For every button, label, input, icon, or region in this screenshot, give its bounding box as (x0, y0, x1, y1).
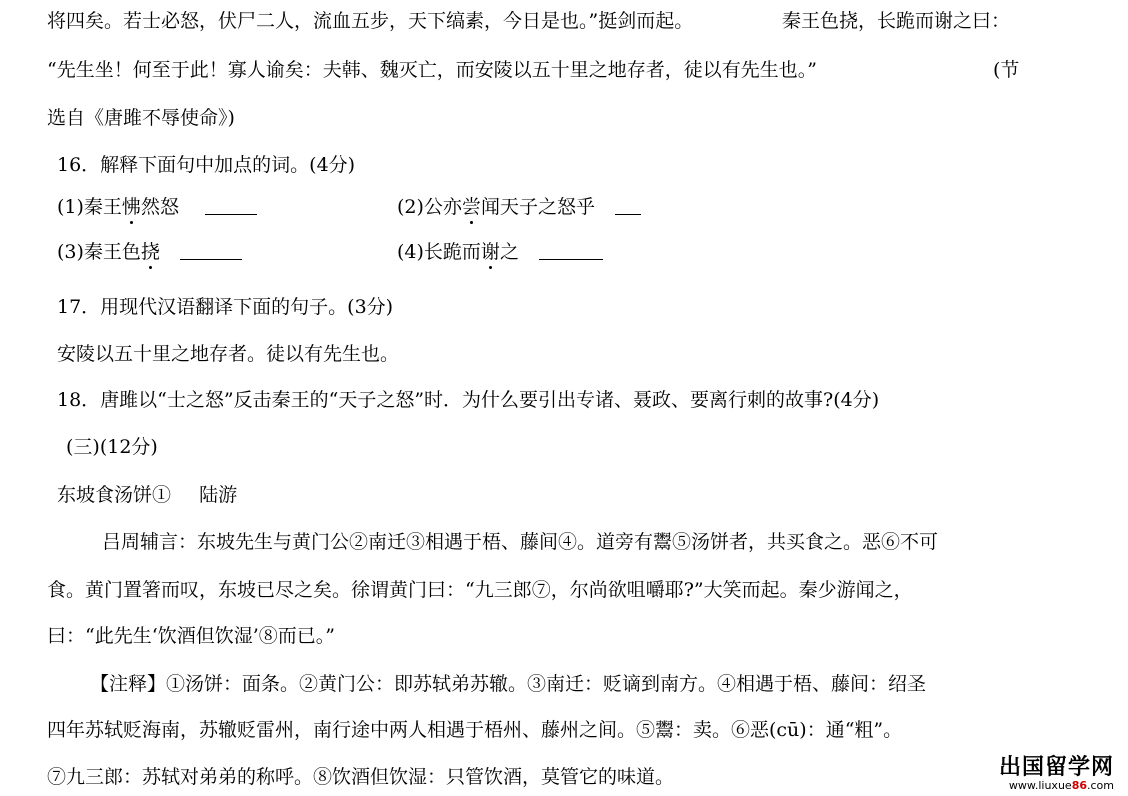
notes-line-1: 【注释】①汤饼：面条。②黄门公：即苏轼弟苏辙。③南迁：贬谪到南方。④相遇于梧、藤间：绍圣 (90, 673, 927, 695)
question-16-item-1 (57, 195, 257, 219)
item-2-prefix: (2)公亦 (397, 196, 462, 218)
question-17-sentence: 安陵以五十里之地存者。徒以有先生也。 (57, 343, 400, 365)
question-16-item-2 (397, 195, 641, 219)
item-1-prefix: (1)秦王 (57, 196, 122, 218)
item-2-dotted-word: 尝 (461, 196, 481, 218)
item-4-dotted-word: 谢 (480, 241, 500, 263)
question-16-item-3 (57, 240, 242, 264)
text-title: 东坡食汤饼① (57, 484, 172, 506)
item-2-suffix: 闻天子之怒乎 (480, 196, 595, 218)
question-18-stem: 18．唐雎以“士之怒”反击秦王的“天子之怒”时．为什么要引出专诸、聂政、要离行刺的故事?(4分) (57, 389, 880, 411)
passage-line-1-text: 将四矣。若士必怒，伏尸二人，流血五步，天下缟素，今日是也。”挺剑而起。 (47, 10, 694, 32)
story-paragraph-line-3: 曰：“此先生‘饮酒但饮湿’⑧而已。” (47, 625, 336, 647)
passage-line-2-end: (节 (993, 59, 1020, 81)
passage-line-1-end: 秦王色挠，长跪而谢之曰： (782, 10, 1011, 32)
question-16-stem: 16．解释下面句中加点的词。(4分) (57, 154, 356, 176)
item-3-dotted-word: 挠 (140, 241, 160, 263)
item-4-suffix: 之 (499, 241, 519, 263)
answer-blank-2[interactable] (615, 196, 641, 215)
notes-line-3: ⑦九三郎：苏轼对弟弟的称呼。⑧饮酒但饮湿：只管饮酒，莫管它的味道。 (47, 766, 675, 788)
question-16-item-4 (397, 240, 603, 264)
section-3-header: (三)(12分) (66, 436, 158, 458)
item-1-suffix: 然怒 (140, 196, 179, 218)
passage-source: 选自《唐雎不辱使命》) (47, 107, 235, 129)
item-4-prefix: (4)长跪而 (397, 241, 481, 263)
section-3-title-line (57, 483, 237, 507)
question-17-stem: 17．用现代汉语翻译下面的句子。(3分) (57, 296, 394, 318)
answer-blank-1[interactable] (205, 196, 257, 215)
watermark-url: www.liuxue86.com (1008, 779, 1114, 792)
answer-blank-3[interactable] (180, 241, 242, 260)
answer-blank-4[interactable] (539, 241, 603, 260)
story-paragraph-line-2: 食。黄门置箸而叹，东坡已尽之矣。徐谓黄门曰：“九三郎⑦，尔尚欲咀嚼耶?”大笑而起。秦少游闻之， (47, 579, 913, 601)
story-paragraph-line-1: 吕周辅言：东坡先生与黄门公②南迁③相遇于梧、藤间④。道旁有鬻⑤汤饼者，共买食之。恶⑥不可 (102, 531, 939, 553)
passage-line-1 (47, 9, 693, 33)
item-3-prefix: (3)秦王色 (57, 241, 141, 263)
item-1-dotted-word: 怫 (121, 196, 141, 218)
watermark-site-name: 出国留学网 (998, 755, 1114, 780)
text-author: 陆游 (199, 484, 238, 506)
notes-line-2: 四年苏轼贬海南，苏辙贬雷州，南行途中两人相遇于梧州、藤州之间。⑤鬻：卖。⑥恶(cū)：通“粗”。 (47, 719, 903, 741)
passage-line-2: “先生坐！何至于此！寡人谕矣：夫韩、魏灭亡，而安陵以五十里之地存者，徒以有先生也。” (47, 59, 817, 81)
site-watermark (999, 756, 1114, 792)
